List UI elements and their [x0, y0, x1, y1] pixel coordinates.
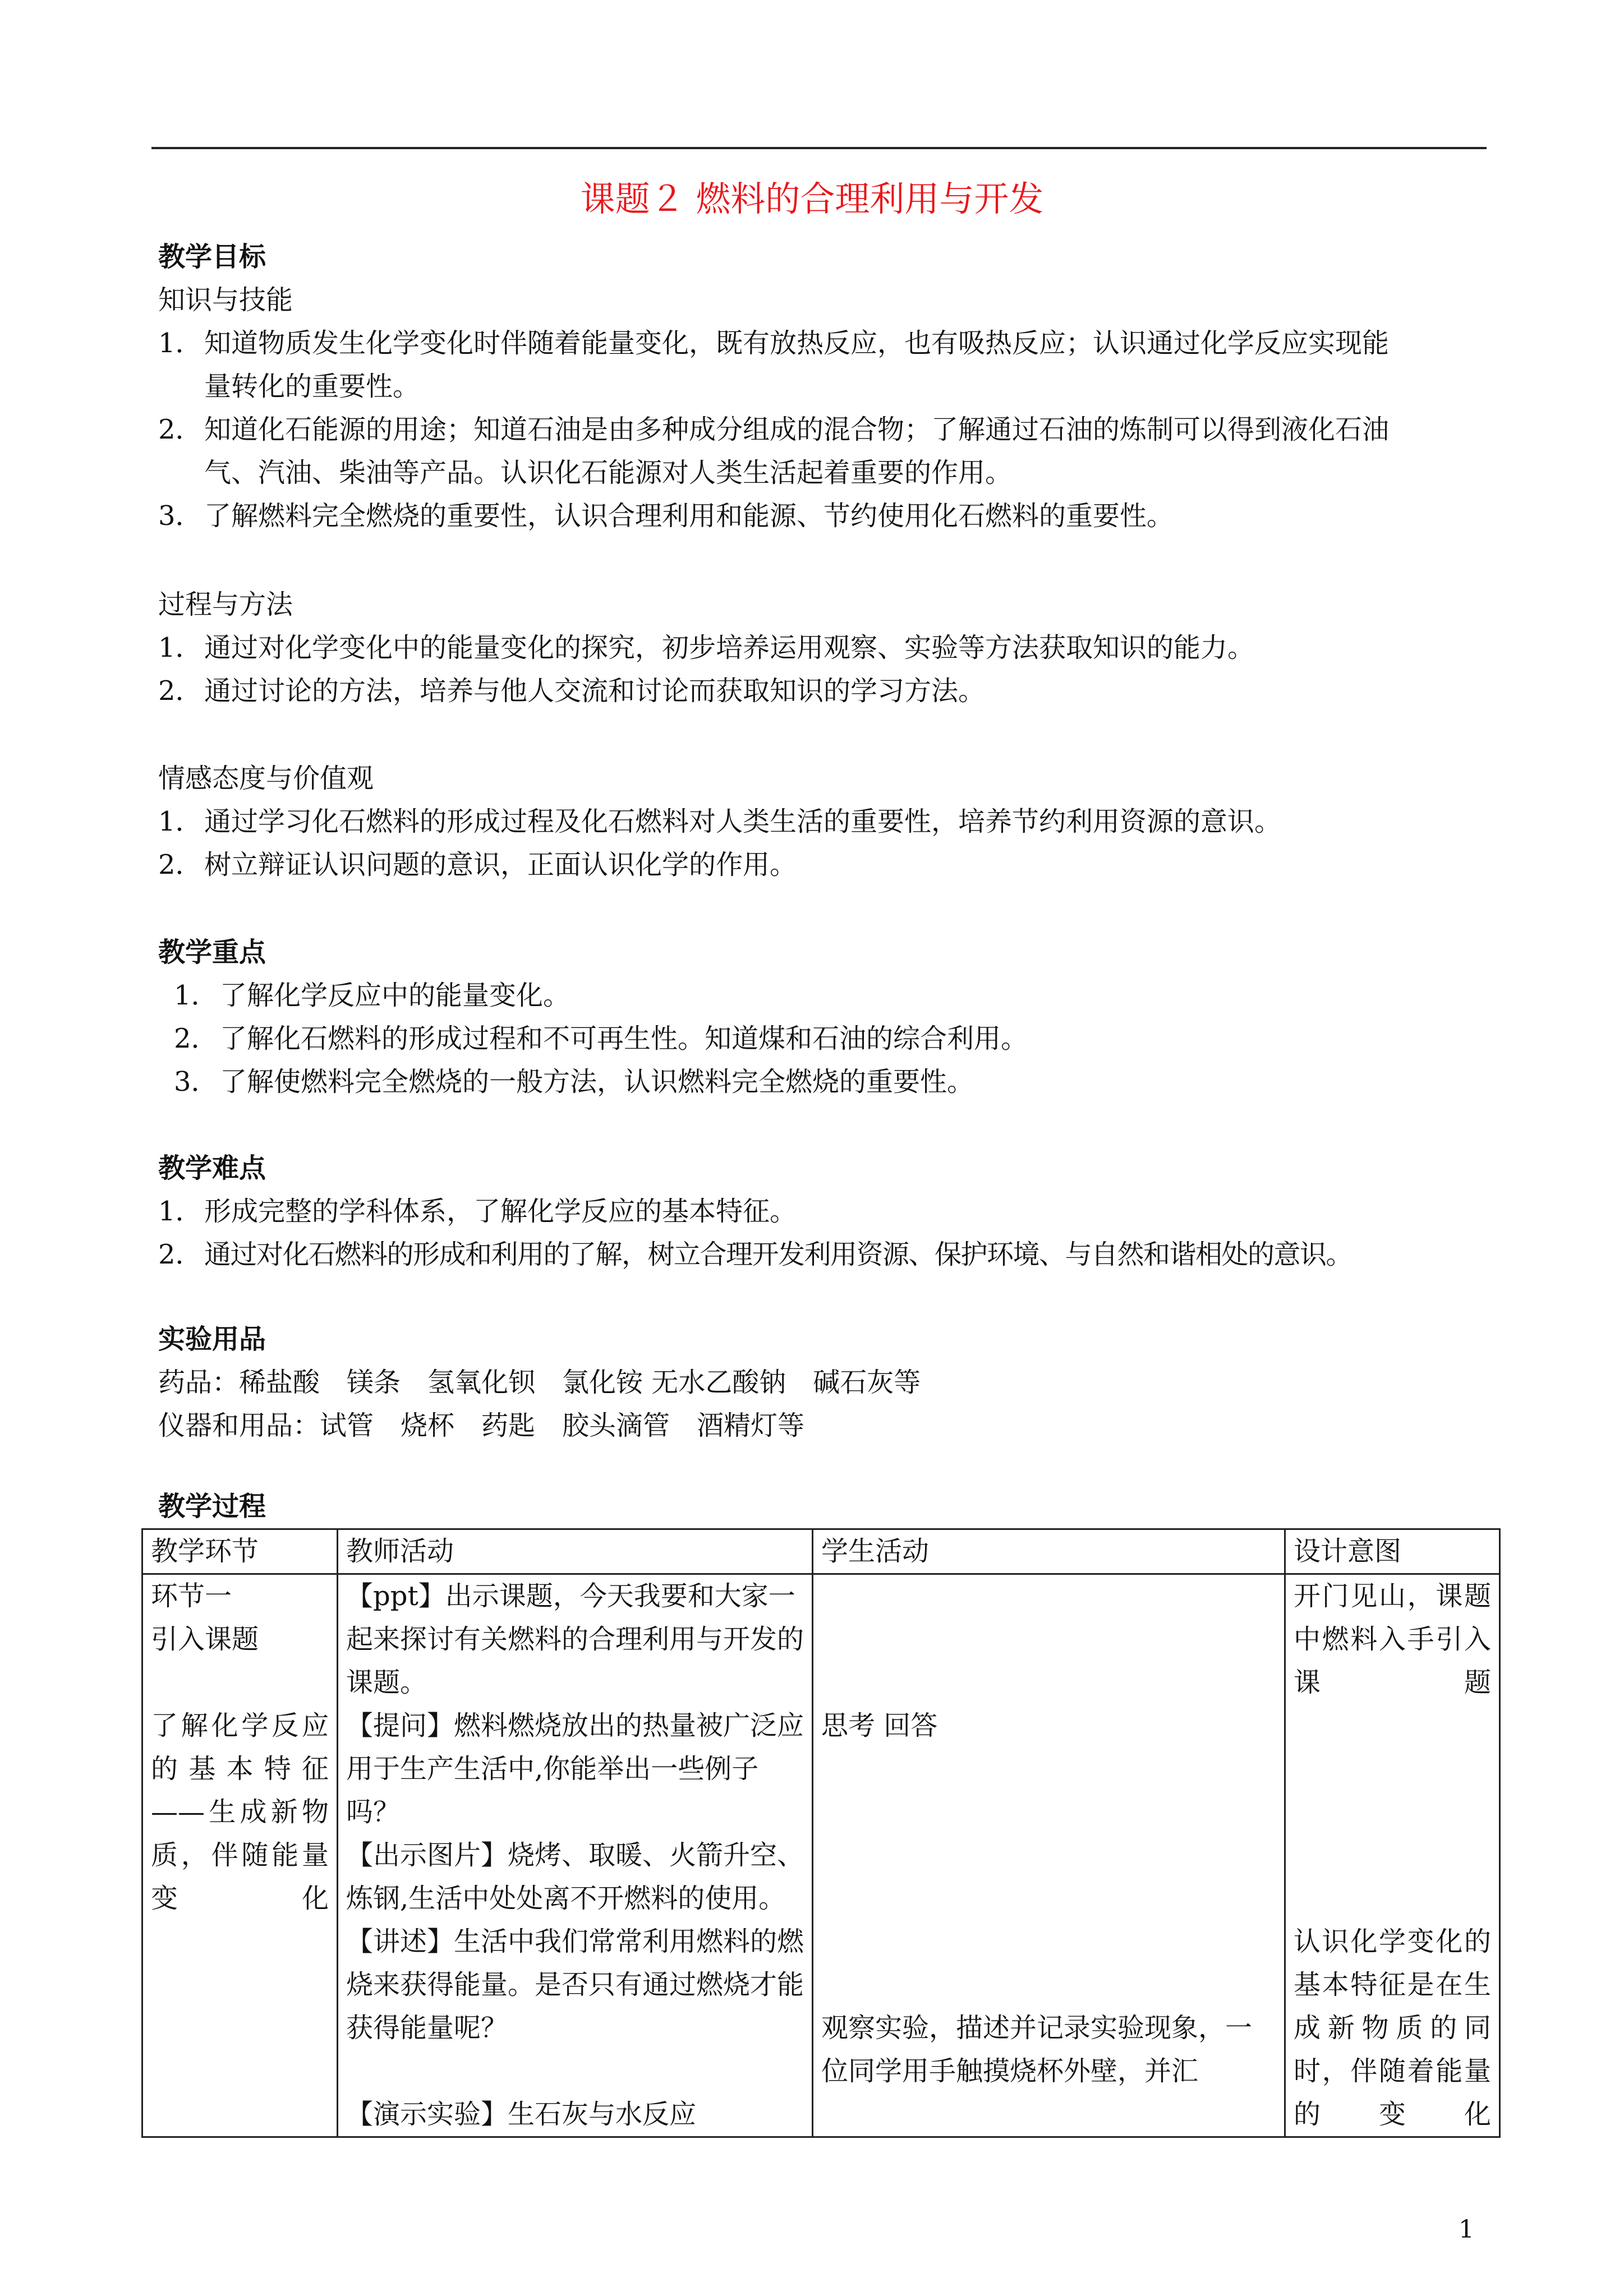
student-cell — [813, 1574, 1285, 2137]
list-item: 2． 通过对化石燃料的形成和利用的了解，树立合理开发利用资源、保护环境、与自然和谐相处的意识。 — [158, 1239, 1352, 1270]
reagents-line: 药品：稀盐酸 镁条 氢氧化钡 氯化铵 无水乙酸钠 碱石灰等 — [158, 1367, 921, 1398]
process-table-heading: 教学过程 — [158, 1491, 266, 1522]
emotion-heading: 情感态度与价值观 — [158, 763, 374, 794]
stage-cell — [142, 1574, 338, 2137]
emotion-section — [158, 757, 1493, 887]
table-row — [142, 1574, 1500, 2137]
list-item: 1． 了解化学反应中的能量变化。 — [174, 980, 571, 1011]
process-heading-block — [158, 1485, 1493, 1528]
table-header-row — [142, 1529, 1500, 1574]
teacher-activity: 【ppt】出示课题，今天我要和大家一起来探讨有关燃料的合理利用与开发的课题。 — [346, 1580, 804, 1698]
stage-name: 环节一 引入课题 — [151, 1580, 259, 1655]
column-header: 教学环节 — [142, 1529, 338, 1574]
student-activity: 思考 回答 — [821, 1710, 938, 1741]
materials-heading: 实验用品 — [158, 1324, 266, 1355]
column-header: 设计意图 — [1285, 1529, 1500, 1574]
list-item: 3． 了解使燃料完全燃烧的一般方法，认识燃料完全燃烧的重要性。 — [174, 1066, 974, 1098]
student-activity: 观察实验，描述并记录实验现象，一位同学用手触摸烧杯外壁，并汇 — [821, 2012, 1253, 2087]
list-item: 1． 通过学习化石燃料的形成过程及化石燃料对人类生活的重要性，培养节约利用资源的意识。 — [158, 806, 1282, 837]
teacher-activity: 【出示图片】烧烤、取暖、火箭升空、炼钢,生活中处处离不开燃料的使用。 — [346, 1839, 804, 1914]
objectives-section — [158, 236, 1493, 538]
header-rule — [151, 147, 1487, 149]
teacher-cell — [338, 1574, 813, 2137]
list-item: 2． 通过讨论的方法，培养与他人交流和讨论而获取知识的学习方法。 — [158, 675, 986, 707]
page-number: 1 — [1459, 2215, 1474, 2244]
list-item: 2． 了解化石燃料的形成过程和不可再生性。知道煤和石油的综合利用。 — [174, 1023, 1028, 1054]
instruments-line: 仪器和用品：试管 烧杯 药匙 胶头滴管 酒精灯等 — [158, 1410, 805, 1441]
design-intent: 认识化学变化的基本特征是在生成新物质的同时，伴随着能量的变化 — [1294, 1926, 1491, 2130]
list-item: 1． 知道物质发生化学变化时伴随着能量变化，既有放热反应，也有吸热反应；认识通过化学反应实现能 量转化的重要性。 — [158, 328, 1390, 402]
difficulties-heading: 教学难点 — [158, 1152, 266, 1184]
process-table — [141, 1528, 1501, 2138]
list-item: 2． 树立辩证认识问题的意识，正面认识化学的作用。 — [158, 849, 797, 880]
teacher-activity: 【讲述】生活中我们常常利用燃料的燃烧来获得能量。是否只有通过燃烧才能获得能量呢？ — [346, 1926, 804, 2044]
teacher-activity: 【演示实验】生石灰与水反应 — [346, 2099, 697, 2130]
column-header: 教师活动 — [338, 1529, 813, 1574]
key-points-heading: 教学重点 — [158, 937, 266, 968]
difficulties-section — [158, 1147, 1493, 1276]
list-item: 1． 形成完整的学科体系，了解化学反应的基本特征。 — [158, 1196, 797, 1227]
intent-cell — [1285, 1574, 1500, 2137]
column-header: 学生活动 — [813, 1529, 1285, 1574]
materials-section — [158, 1318, 1493, 1447]
list-item: 3． 了解燃料完全燃烧的重要性，认识合理利用和能源、节约使用化石燃料的重要性。 — [158, 500, 1174, 532]
list-item: 1． 通过对化学变化中的能量变化的探究，初步培养运用观察、实验等方法获取知识的能力。 — [158, 632, 1255, 663]
process-heading: 过程与方法 — [158, 589, 293, 620]
teacher-activity: 【提问】燃料燃烧放出的热量被广泛应用于生产生活中,你能举出一些例子吗？ — [346, 1710, 804, 1828]
process-method-section — [158, 583, 1493, 713]
stage-description: 了解化学反应的基本特征——生成新物质，伴随能量变化 — [151, 1710, 329, 1914]
page-title: 课题２ 燃料的合理利用与开发 — [580, 178, 1044, 219]
list-item: 2． 知道化石能源的用途；知道石油是由多种成分组成的混合物；了解通过石油的炼制可以得到液化石油 气、汽油、柴油等产品。认识化石能源对人类生活起着重要的作用。 — [158, 414, 1390, 488]
design-intent: 开门见山，课题中燃料入手引入课题 — [1294, 1580, 1491, 1698]
objectives-heading: 教学目标 — [158, 241, 266, 273]
key-points-section — [158, 931, 1493, 1104]
knowledge-heading: 知识与技能 — [158, 284, 293, 316]
